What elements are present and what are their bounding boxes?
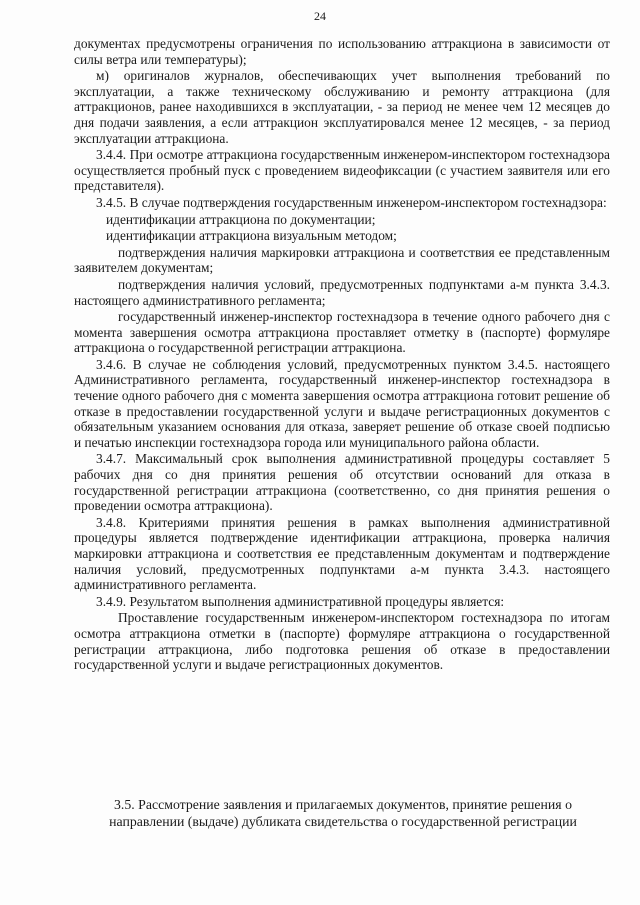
paragraph: 3.4.9. Результатом выполнения административной процедуры является: [96,593,505,609]
paragraph: 3.4.8. Критериями принятия решения в рамках выполнения административной процедуры является подтверждение идентификации аттракциона, проверка наличия маркировки аттракциона и соответствия ее представленным документам и подтверждение наличия условий, предусмотренных подпунктами а-м пункта 3.4.3. настоящего административного регламента. [74,514,610,593]
paragraph: 3.4.7. Максимальный срок выполнения административной процедуры составляет 5 рабочих дня со дня принятия решения об отсутствии оснований для отказа в государственной регистрации аттракциона (соответственно, со дня принятия решения о проведении осмотра аттракциона). [74,451,610,514]
paragraph: м) оригиналов журналов, обеспечивающих учет выполнения требований по эксплуатации, а также техническому обслуживанию и ремонту аттракциона (для аттракционов, ранее находившихся в эксплуатации, - за период не менее чем 12 месяцев до дня подачи заявления, а если аттракцион эксплуатировался менее 12 месяцев, - за период эксплуатации аттракциона. [74,68,610,146]
paragraph: идентификации аттракциона визуальным методом; [106,228,397,244]
paragraph: государственный инженер-инспектор гостехнадзора в течение одного рабочего дня с момента завершения осмотра аттракциона проставляет отметку в (паспорте) формуляре аттракциона о государственной регистрации аттракциона. [74,309,610,356]
section-heading: 3.5. Рассмотрение заявления и прилагаемых документов, принятие решения о направлении (выдаче) дубликата свидетельства о государственной регистрации [109,797,577,829]
paragraph: Проставление государственным инженером-инспектором гостехнадзора по итогам осмотра аттракциона отметки в (паспорте) формуляре аттракциона о государственной регистрации аттракциона, либо подготовка решения об отказе в предоставлении государственной услуги и выдаче регистрационных документов. [74,610,610,673]
page-number: 24 [314,9,326,23]
paragraph: идентификации аттракциона по документации; [106,211,376,227]
paragraph: 3.4.6. В случае не соблюдения условий, предусмотренных пунктом 3.4.5. настоящего Административного регламента, государственный инженер-инспектор гостехнадзора в течение одного рабочего дня с момента завершения осмотра аттракциона готовит решение об отказе в предоставлении государственной услуги и выдаче регистрационных документов с обязательным указанием основания для отказа, заверяет решение об отказе своей подписью и печатью инспекции гостехнадзора города или муниципального района области. [74,356,610,450]
paragraph: 3.4.4. При осмотре аттракциона государственным инженером-инспектором гостехнадзора осуществляется пробный пуск с проведением видеофиксации (с участием заявителя или его представителя). [74,147,610,194]
paragraph: подтверждения наличия маркировки аттракциона и соответствия ее представленным заявителем документам; [74,244,610,276]
paragraph: подтверждения наличия условий, предусмотренных подпунктами а-м пункта 3.4.3. настоящего административного регламента; [74,276,610,308]
body-text [74,36,610,674]
paragraph: документах предусмотрены ограничения по использованию аттракциона в зависимости от силы ветра или температуры); [74,36,610,67]
paragraph: 3.4.5. В случае подтверждения государственным инженером-инспектором гостехнадзора: [96,194,607,210]
